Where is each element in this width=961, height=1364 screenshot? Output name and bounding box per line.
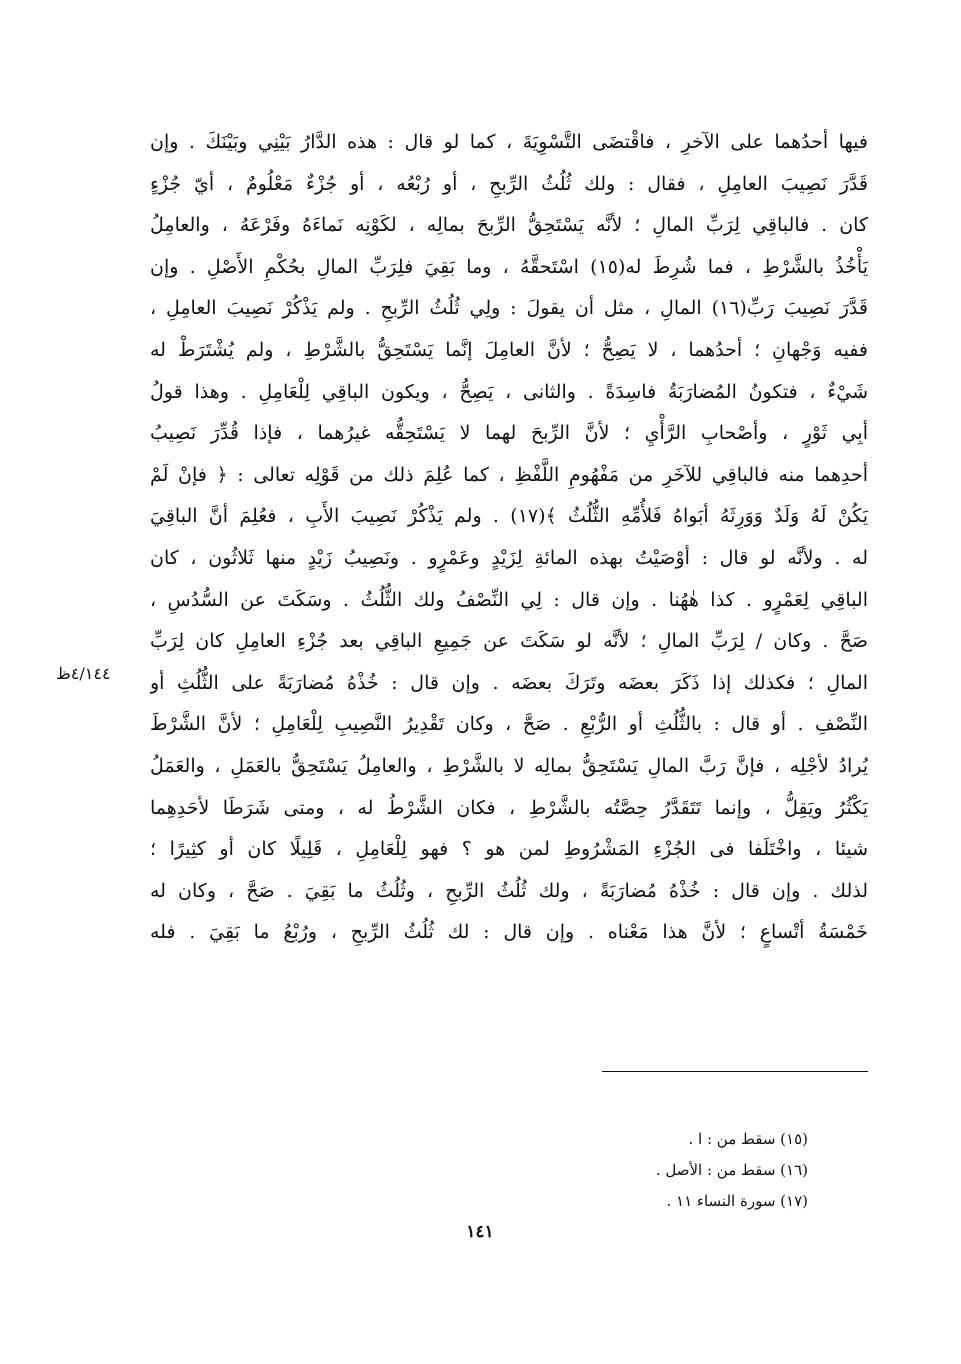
text-line: شَيْءٌ ، فتكونُ المُضارَبَةُ فاسِدَةً . والثانى ، يَصِحُّ ، ويكون الباقِي لِلْعَامِلِ . وهذا قولُ — [150, 380, 868, 403]
text-line: يَكْثُرُ ويَقِلُّ ، وإنما تَتَقَدَّرُ حِصَّتُه بالشَّرْطِ ، فكان الشَّرْطُ له ، ومتى شَرَطَا لأحَدِهِما — [150, 796, 868, 819]
text-line: يُرادُ لأجْلِه ، فإنَّ رَبَّ المالِ يَسْتَحِقُّ بمالِه لا بالشَّرْطِ ، والعامِلُ يَسْتَحِقُّ بالعَمَلِ ، والعَمَلُ — [150, 754, 868, 777]
text-line: فيها أحدُهما على الآخرِ ، فاقْتضَى التَّسْوِيَةَ ، كما لو قال : هذه الدَّارُ بَيْنِي وبَيْنَكَ . وإن — [150, 131, 868, 153]
text-line: ففيه وَجْهانِ ؛ أحدُهما ، لا يَصِحُّ ؛ لأنَّ العامِلَ إنَّما يَسْتَحِقُّ بالشَّرْطِ ، ولم يُشْتَرَطْ له — [150, 338, 868, 361]
footnote-separator — [602, 1071, 868, 1072]
text-line: يَكُنْ لَهُ وَلَدٌ وَوَرِثَهُ أبَواهُ فَلأُمِّهِ الثُّلُثُ ﴾(١٧) . ولم يَذْكُرْ نَصِيبَ الأَبِ ، فعُلِمَ أنَّ الباقِيَ — [150, 505, 868, 528]
text-line: قَدَّرَ نَصِيبَ رَبِّ(١٦) المالِ ، مثل أن يقولَ : ولِي ثُلُثُ الرِّبحِ . ولم يَذْكُرْ نَصِيبَ العامِلِ ، — [150, 297, 868, 320]
text-line: أحدِهما منه فالباقِي للآخَرِ من مَفْهُومِ اللَّفْظِ ، كما عُلِمَ ذلك من قَوْلِه تعالى : ﴿ فإنْ لَمْ — [150, 463, 868, 486]
text-line: يَأْخُذُ بالشَّرْطِ ، فما شُرِطَ له(١٥) اسْتَحقَّهُ ، وما بَقِيَ فلِرَبِّ المالِ بحُكْمِ الأَصْلِ . وإن — [150, 255, 868, 278]
manuscript-folio-note: ٤/١٤٤ظ — [56, 664, 111, 683]
text-line: المالِ ؛ فكذلك إذا ذَكَرَ بعضَه وتَرَكَ بعضَه . وإن قال : خُذْهُ مُضارَبَةً على الثُّلُثِ أو — [150, 671, 868, 694]
text-line: النِّصْفِ . أو قال : بالثُّلُثِ أو الرُّبْعِ . صَحَّ ، وكان تَقْدِيرُ النَّصِيبِ لِلْعَامِلِ ؛ لأنَّ الشَّرْطَ — [150, 713, 868, 736]
text-line: أبِي ثَوْرٍ ، وأصْحابِ الرَّأْيِ ؛ لأنَّ الرِّبحَ لهما لا يَسْتَحِقُّه غيرُهما ، فإذا قُدِّرَ نَصِيبُ — [150, 422, 868, 445]
text-line: الباقِي لِعَمْرٍو . كذا هٰهُنا . وإن قال : لِي النِّصْفُ ولك الثُّلُثُ . وسَكَتَ عن السُّدُسِ ، — [150, 588, 868, 611]
text-line: شيئا ، واخْتَلَفا فى الجُزْءِ المَشْرُوطِ لمن هو ؟ فهو لِلْعَامِلِ ، قَلِيلًا كان أو كثِيرًا ؛ — [150, 838, 868, 861]
footnote: (١٦) سقط من : الأصل . — [655, 1161, 808, 1179]
footnote: (١٥) سقط من : ا . — [688, 1130, 808, 1148]
footnote: (١٧) سورة النساء ١١ . — [666, 1192, 808, 1210]
text-line: خَمْسَةُ أتْساعٍ ؛ لأنَّ هذا مَعْناه . وإن قال : لك ثُلُثُ الرِّبحِ ، ورُبْعُ ما بَقِيَ . فله — [150, 921, 868, 944]
main-text — [150, 122, 868, 954]
page-number: ١٤١ — [466, 1222, 494, 1242]
text-line: قَدَّرَ نَصِيبَ العامِلِ ، فقال : ولك ثُلُثُ الرِّبحِ ، أو رُبْعُه ، أو جُزْءٌ مَعْلُومٌ ، أيّ جُزْءٍ — [150, 172, 868, 195]
text-line: كان . فالباقِي لِرَبِّ المالِ ؛ لأنَّه يَسْتَحِقُّ الرِّبحَ بمالِه ، لكَوْنِه نَماءَهُ وفَرْعَهُ ، والعامِلُ — [150, 214, 868, 237]
text-line: لذلك . وإن قال : خُذْهُ مُضارَبَةً ، ولك ثُلُثُ الرِّبحِ ، وثُلُثُ ما بَقِيَ . صَحَّ ، وكان له — [150, 879, 868, 902]
text-line: له . ولأنَّه لو قال : أوْصَيْتُ بهذه المائةِ لِزَيْدٍ وعَمْرٍو . ونَصِيبُ زَيْدٍ منها ثَلاثُون ، كان — [150, 546, 868, 569]
footnotes — [480, 1124, 808, 1217]
text-line: صَحَّ . وكان / لِرَبِّ المالِ ؛ لأنَّه لو سَكَتَ عن جَمِيعِ الباقِي بعد جُزْءِ العامِلِ كان لِرَبِّ — [150, 630, 868, 653]
